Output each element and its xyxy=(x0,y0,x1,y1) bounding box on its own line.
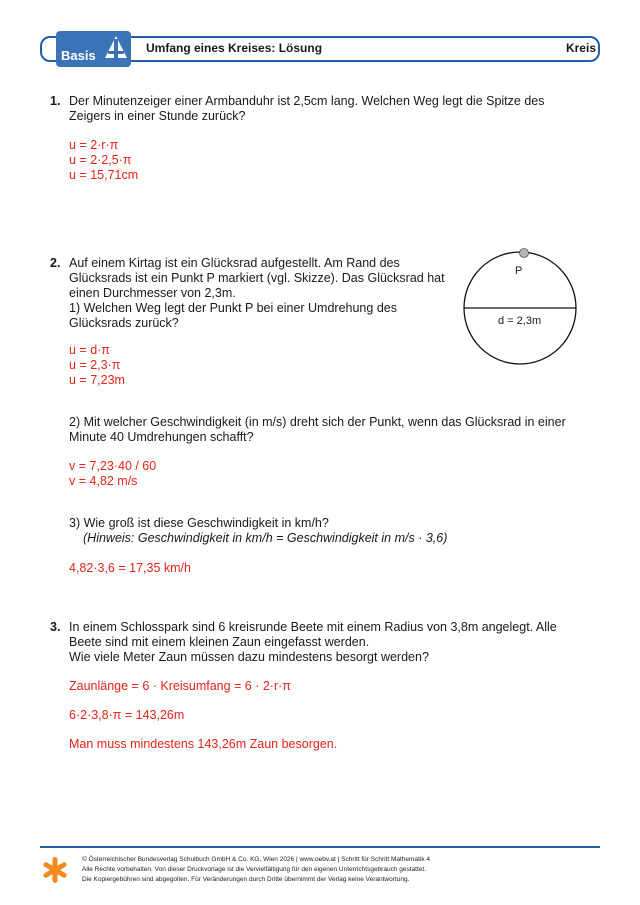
footer-rights: Alle Rechte vorbehalten. Von dieser Druckvorlage ist die Vervielfältigung für den eigenen Unterrichtsgebrauch gestattet. xyxy=(82,866,426,873)
q2-text-line: einen Durchmesser von 2,3m. xyxy=(69,286,236,300)
q1-solution-line: u = 2·2,5·π xyxy=(69,153,132,167)
q1-solution-line: u = 2·r·π xyxy=(69,138,119,152)
q2-solution1-line: u = 7,23m xyxy=(69,373,125,387)
q3-number: 3. xyxy=(50,620,61,634)
publisher-logo-icon xyxy=(42,856,68,884)
q2-number: 2. xyxy=(50,256,61,270)
level-badge-label: Basis xyxy=(61,48,96,63)
footer-copyright: © Österreichischer Bundesverlag Schulbuch GmbH & Co. KG, Wien 2026 | www.oebv.at | Schritt für Schritt Mathematik 4 xyxy=(82,856,430,863)
q3-text-line: In einem Schlosspark sind 6 kreisrunde Beete mit einem Radius von 3,8m angelegt. Alle xyxy=(69,620,557,634)
q2-text-line: Auf einem Kirtag ist ein Glücksrad aufgestellt. Am Rand des xyxy=(69,256,400,270)
q2-sub3-text: 3) Wie groß ist diese Geschwindigkeit in km/h? xyxy=(69,516,329,530)
q3-solution-line: Zaunlänge = 6 · Kreisumfang = 6 · 2·r·π xyxy=(69,679,291,693)
q3-text-line: Beete sind mit einem kleinen Zaun eingefasst werden. xyxy=(69,635,370,649)
diameter-label: d = 2,3m xyxy=(498,315,542,327)
page-title: Umfang eines Kreises: Lösung xyxy=(146,41,323,55)
topic-label: Kreis xyxy=(565,41,596,55)
point-p-label: P xyxy=(515,265,523,277)
q2-solution3: 4,82·3,6 = 17,35 km/h xyxy=(69,561,191,575)
level-triangle-icon xyxy=(104,34,128,64)
q3-solution-line: 6·2·3,8·π = 143,26m xyxy=(69,708,185,722)
q2-sub2-line: 2) Mit welcher Geschwindigkeit (in m/s) dreht sich der Punkt, wenn das Glücksrad in einer xyxy=(69,415,566,429)
q2-solution2-line: v = 7,23·40 / 60 xyxy=(69,459,157,473)
q2-solution1-line: u = d·π xyxy=(69,343,110,357)
footer-rule xyxy=(40,846,600,848)
q3-conclusion: Man muss mindestens 143,26m Zaun besorgen. xyxy=(69,737,338,751)
level-badge xyxy=(56,31,131,67)
q2-text-line: 1) Welchen Weg legt der Punkt P bei einer Umdrehung des xyxy=(69,301,397,315)
q2-solution2-line: v = 4,82 m/s xyxy=(69,474,138,488)
q2-hint: (Hinweis: Geschwindigkeit in km/h = Geschwindigkeit in m/s · 3,6) xyxy=(83,531,448,545)
footer-disclaimer: Die Kopiergebühren sind abgegolten. Für Veränderungen durch Dritte übernimmt der Verlag keine Verantwortung. xyxy=(82,876,410,883)
q2-sub2-line: Minute 40 Umdrehungen schafft? xyxy=(69,430,254,444)
q2-text-line: Glücksrads zurück? xyxy=(69,316,179,330)
wheel-sketch xyxy=(460,246,580,375)
q2-solution1-line: u = 2,3·π xyxy=(69,358,121,372)
q2-text-line: Glücksrads ist ein Punkt P markiert (vgl. Skizze). Das Glücksrad hat xyxy=(69,271,445,285)
q1-text-line: Zeigers in einer Stunde zurück? xyxy=(69,109,246,123)
point-p-marker xyxy=(520,249,529,258)
q1-solution-line: u = 15,71cm xyxy=(69,168,139,182)
q3-text-line: Wie viele Meter Zaun müssen dazu mindestens besorgt werden? xyxy=(69,650,429,664)
q1-text-line: Der Minutenzeiger einer Armbanduhr ist 2,5cm lang. Welchen Weg legt die Spitze des xyxy=(69,94,545,108)
q1-number: 1. xyxy=(50,94,61,108)
